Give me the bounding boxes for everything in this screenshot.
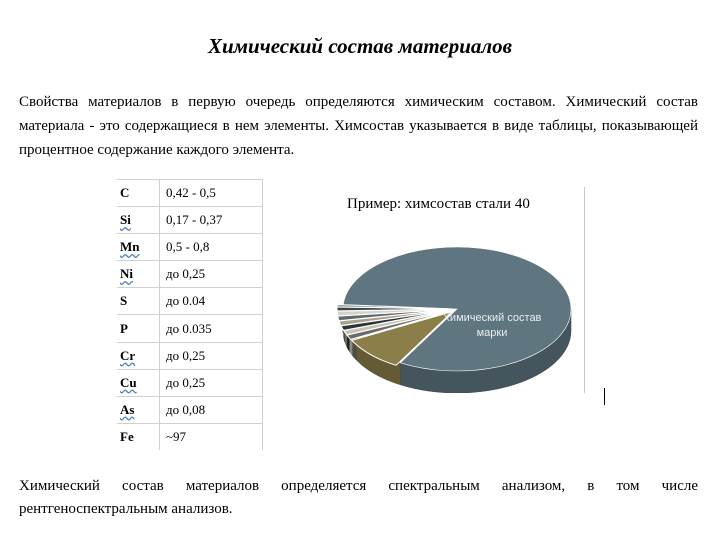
element-symbol: Mn [117, 234, 160, 261]
element-percentage: до 0.04 [160, 288, 263, 315]
footer-text: Химический состав материалов определяется спектральным анализом, в том числе рентгеноспектральным анализов. [19, 478, 698, 517]
element-symbol: As [117, 396, 160, 423]
pie-center-label: Химический состав [442, 312, 542, 324]
table-row [117, 261, 263, 288]
element-percentage: до 0,08 [160, 396, 263, 423]
table-row [117, 207, 263, 234]
element-percentage: 0,17 - 0,37 [160, 207, 263, 234]
element-percentage: до 0,25 [160, 342, 263, 369]
table-row [117, 315, 263, 342]
element-symbol: Cr [117, 342, 160, 369]
element-percentage: до 0,25 [160, 261, 263, 288]
composition-pie-chart [334, 187, 584, 393]
element-percentage: до 0,25 [160, 369, 263, 396]
table-row [117, 288, 263, 315]
table-row [117, 234, 263, 261]
element-percentage: 0,5 - 0,8 [160, 234, 263, 261]
table-row [117, 369, 263, 396]
table-row [117, 423, 263, 450]
element-symbol: Cu [117, 369, 160, 396]
element-symbol: C [117, 180, 160, 207]
composition-table [117, 179, 263, 450]
example-label: Пример: химсостав стали 40 [347, 196, 530, 212]
element-symbol: P [117, 315, 160, 342]
element-percentage: ~97 [160, 423, 263, 450]
table-row [117, 342, 263, 369]
element-symbol: Si [117, 207, 160, 234]
element-percentage: до 0.035 [160, 315, 263, 342]
intro-paragraph [19, 90, 698, 162]
table-row [117, 180, 263, 207]
intro-text: Свойства материалов в первую очередь определяются химическим составом. Химический состав материала - это содержащиеся в нем элементы. Химсостав указывается в виде таблицы, показывающей процентное содержание каждого элемента. [19, 94, 698, 158]
footer-paragraph [19, 475, 698, 521]
element-percentage: 0,42 - 0,5 [160, 180, 263, 207]
chart-frame [334, 187, 585, 393]
table-row [117, 396, 263, 423]
element-symbol: Fe [117, 423, 160, 450]
page-title: Химический состав материалов [207, 34, 513, 58]
element-symbol: Ni [117, 261, 160, 288]
element-symbol: S [117, 288, 160, 315]
text-cursor-mark [604, 388, 605, 405]
pie-center-label: марки [476, 327, 508, 339]
